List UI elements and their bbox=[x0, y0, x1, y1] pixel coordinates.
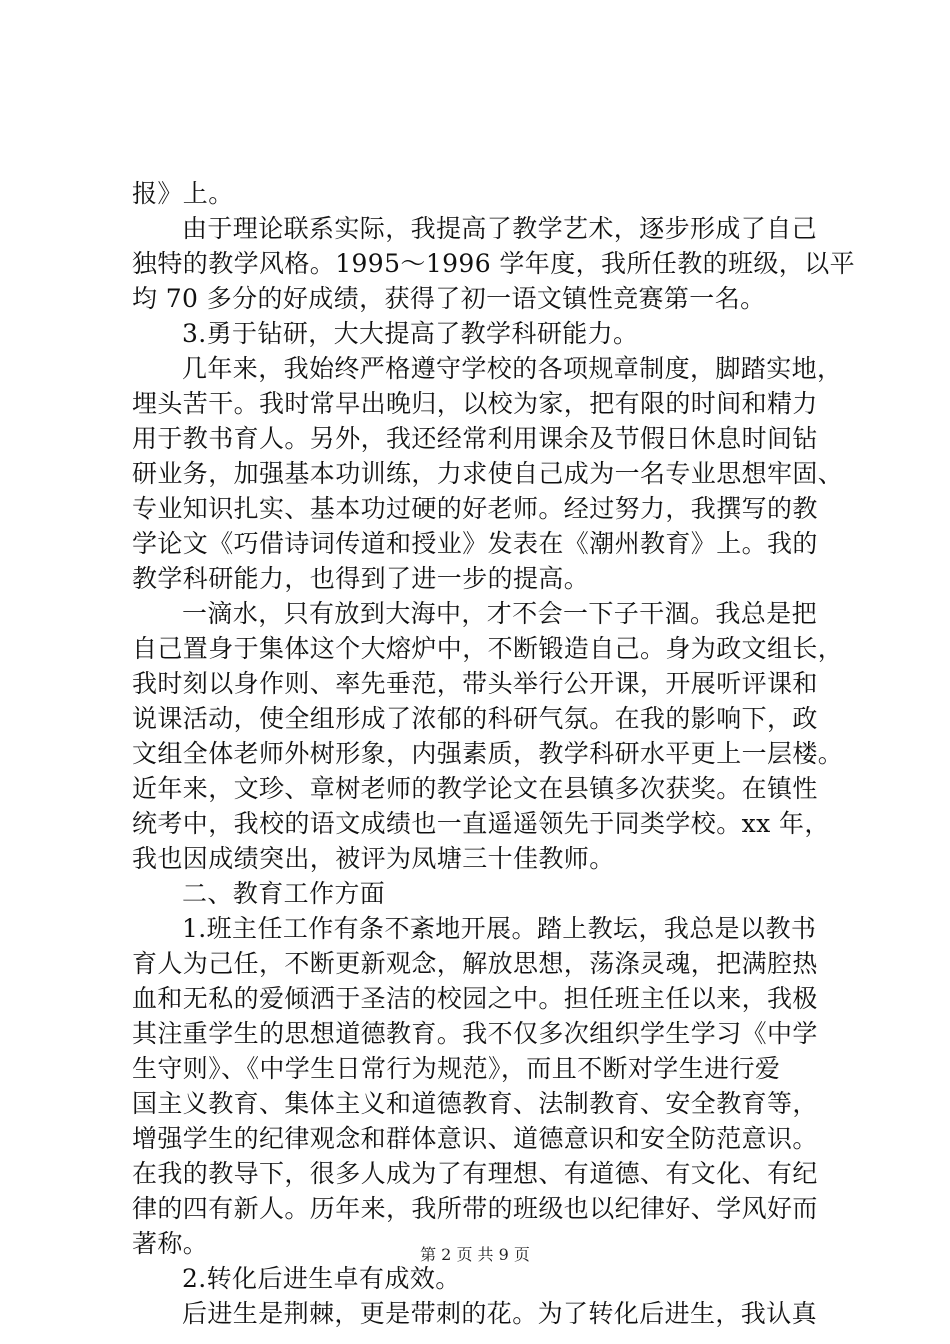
text-line: 专业知识扎实、基本功过硬的好老师。经过努力，我撰写的教 bbox=[132, 494, 818, 523]
text-line: 说课活动，使全组形成了浓郁的科研气氛。在我的影响下，政 bbox=[132, 704, 818, 733]
text-line: 统考中，我校的语文成绩也一直遥遥领先于同类学校。xx 年， bbox=[132, 809, 830, 838]
text-line: 增强学生的纪律观念和群体意识、道德意识和安全防范意识。 bbox=[132, 1124, 818, 1153]
text-line: 文组全体老师外树形象，内强素质，教学科研水平更上一层楼。 bbox=[132, 739, 844, 768]
text-line: 埋头苦干。我时常早出晚归，以校为家，把有限的时间和精力 bbox=[132, 389, 818, 418]
text-line: 后进生是荆棘，更是带刺的花。为了转化后进生，我认真 bbox=[182, 1299, 818, 1328]
text-line: 其注重学生的思想道德教育。我不仅多次组织学生学习《中学 bbox=[132, 1019, 818, 1048]
text-line: 独特的教学风格。1995～1996 学年度，我所任教的班级，以平 bbox=[132, 249, 855, 278]
text-line: 自己置身于集体这个大熔炉中，不断锻造自己。身为政文组长， bbox=[132, 634, 844, 663]
text-line: 用于教书育人。另外，我还经常利用课余及节假日休息时间钻 bbox=[132, 424, 818, 453]
text-line: 血和无私的爱倾洒于圣洁的校园之中。担任班主任以来，我极 bbox=[132, 984, 818, 1013]
text-line: 我也因成绩突出，被评为凤塘三十佳教师。 bbox=[132, 844, 615, 873]
text-line: 几年来，我始终严格遵守学校的各项规章制度，脚踏实地， bbox=[182, 354, 843, 383]
text-line: 生守则》、《中学生日常行为规范》，而且不断对学生进行爱 bbox=[132, 1054, 781, 1083]
text-line: 2.转化后进生卓有成效。 bbox=[182, 1264, 461, 1293]
text-line: 国主义教育、集体主义和道德教育、法制教育、安全教育等， bbox=[132, 1089, 818, 1118]
text-line: 学论文《巧借诗词传道和授业》发表在《潮州教育》上。我的 bbox=[132, 529, 818, 558]
text-line: 近年来，文珍、章树老师的教学论文在县镇多次获奖。在镇性 bbox=[132, 774, 818, 803]
text-line: 3.勇于钻研，大大提高了教学科研能力。 bbox=[182, 319, 639, 348]
document-body bbox=[132, 176, 855, 1331]
text-line: 由于理论联系实际，我提高了教学艺术，逐步形成了自己 bbox=[182, 214, 818, 243]
text-line: 律的四有新人。历年来，我所带的班级也以纪律好、学风好而 bbox=[132, 1194, 818, 1223]
text-line: 研业务，加强基本功训练，力求使自己成为一名专业思想牢固、 bbox=[132, 459, 844, 488]
text-line: 报》上。 bbox=[132, 179, 234, 208]
text-line: 在我的教导下，很多人成为了有理想、有道德、有文化、有纪 bbox=[132, 1159, 818, 1188]
text-line: 我时刻以身作则、率先垂范，带头举行公开课，开展听评课和 bbox=[132, 669, 818, 698]
text-line: 均 70 多分的好成绩，获得了初一语文镇性竞赛第一名。 bbox=[132, 284, 766, 313]
text-line: 教学科研能力，也得到了进一步的提高。 bbox=[132, 564, 590, 593]
page-footer: 第 2 页 共 9 页 bbox=[420, 1245, 530, 1264]
text-line: 著称。 bbox=[132, 1229, 209, 1258]
text-line: 1.班主任工作有条不紊地开展。踏上教坛，我总是以教书 bbox=[182, 914, 817, 943]
text-line: 一滴水，只有放到大海中，才不会一下子干涸。我总是把 bbox=[182, 599, 818, 628]
text-line: 育人为己任，不断更新观念，解放思想，荡涤灵魂，把满腔热 bbox=[132, 949, 818, 978]
text-line: 二、教育工作方面 bbox=[182, 879, 386, 908]
